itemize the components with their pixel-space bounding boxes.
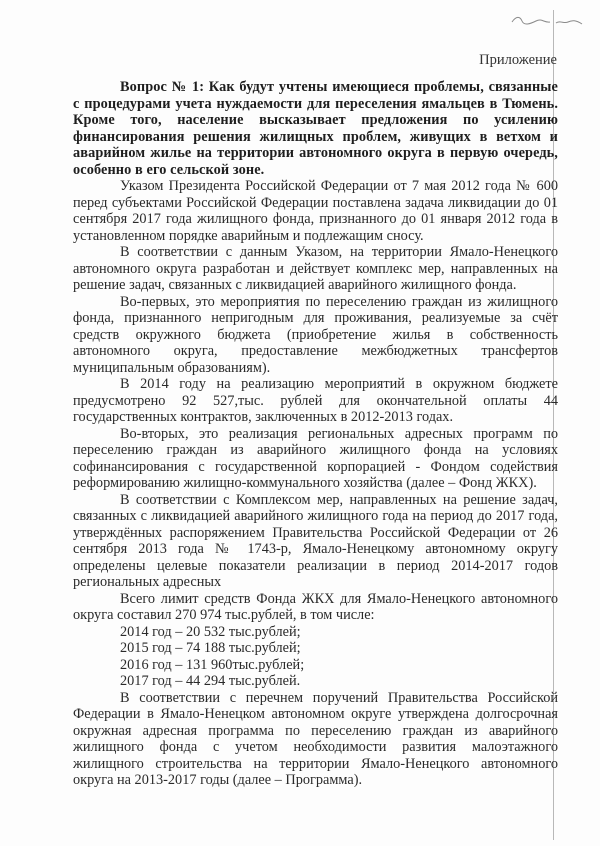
funding-item-2014: 2014 год – 20 532 тыс.рублей;: [120, 623, 301, 640]
document-body: [73, 79, 558, 789]
paragraph-government-order: В соответствии с Комплексом мер, направленных на решение задач, связанных с ликвидацией аварийного жилищного года на период до 2017 года, утверждённых распоряжением Правительства Российской Федерации от 26 сентября 2013 года № 1743-р, Ямало-Ненецкому автономному округу определены целевые показатели реализации в период 2014-2017 годов региональных адресных: [73, 491, 558, 590]
paragraph-complex-measures: В соответствии с данным Указом, на территории Ямало-Ненецкого автономного округа разработан и действует комплекс мер, направленных на решение задач, связанных с ликвидацией аварийного жилищного фонда.: [73, 244, 558, 293]
funding-item-2016: 2016 год – 131 960тыс.рублей;: [120, 656, 305, 673]
funding-item-2017: 2017 год – 44 294 тыс.рублей.: [120, 673, 301, 689]
paragraph-program: В соответствии с перечнем поручений Правительства Российской Федерации в Ямало-Ненецком автономном округе утверждена долгосрочная окружная адресная программа по переселению граждан из аварийного жилищного фонда с учетом необходимости развития малоэтажного жилищного строительства на территории Ямало-Ненецкого автономного округа на 2013-2017 годы (далее – Программа).: [73, 689, 558, 788]
funding-item-2015: 2015 год – 74 188 тыс.рублей;: [120, 640, 301, 656]
appendix-label: Приложение: [479, 52, 557, 68]
paragraph-first-measures: Во-первых, это мероприятия по переселению граждан из жилищного фонда, признанного непригодным для проживания, реализуемые за счёт средств окружного бюджета (приобретение жилья в собственность автономного округа, предоставление межбюджетных трансфертов муниципальным образованиям).: [73, 293, 558, 376]
question-heading: Вопрос № 1: Как будут учтены имеющиеся проблемы, связанные с процедурами учета нуждаемости для переселения ямальцев в Тюмень. Кроме того, население высказывает предложения по усилению финансирования решения жилищных проблем, живущих в ветхом и аварийном жилье на территории автономного округа в первую очередь, особенно в его сельской зоне.: [73, 79, 558, 178]
paragraph-budget-2014: В 2014 году на реализацию мероприятий в окружном бюджете предусмотрено 92 527,тыс. рублей для окончательной оплаты 44 государственных контрактов, заключенных в 2012-2013 годах.: [73, 376, 558, 425]
paragraph-fund-limit: Всего лимит средств Фонда ЖКХ для Ямало-Ненецкого автономного округа составил 270 974 тыс.рублей, в том числе:: [73, 590, 558, 623]
paragraph-decree: Указом Президента Российской Федерации от 7 мая 2012 года № 600 перед субъектами Российской Федерации поставлена задача ликвидации до 01 сентября 2017 года жилищного фонда, признанного до 01 января 2012 года в установленном порядке аварийным и подлежащим сносу.: [73, 178, 558, 244]
handwritten-signature-icon: [510, 12, 590, 30]
paragraph-second-measures: Во-вторых, это реализация региональных адресных программ по переселению граждан из аварийного жилищного фонда на условиях софинансирования с государственной корпорацией - Фондом содействия реформированию жилищно-коммунального хозяйства (далее – Фонд ЖКХ).: [73, 425, 558, 491]
